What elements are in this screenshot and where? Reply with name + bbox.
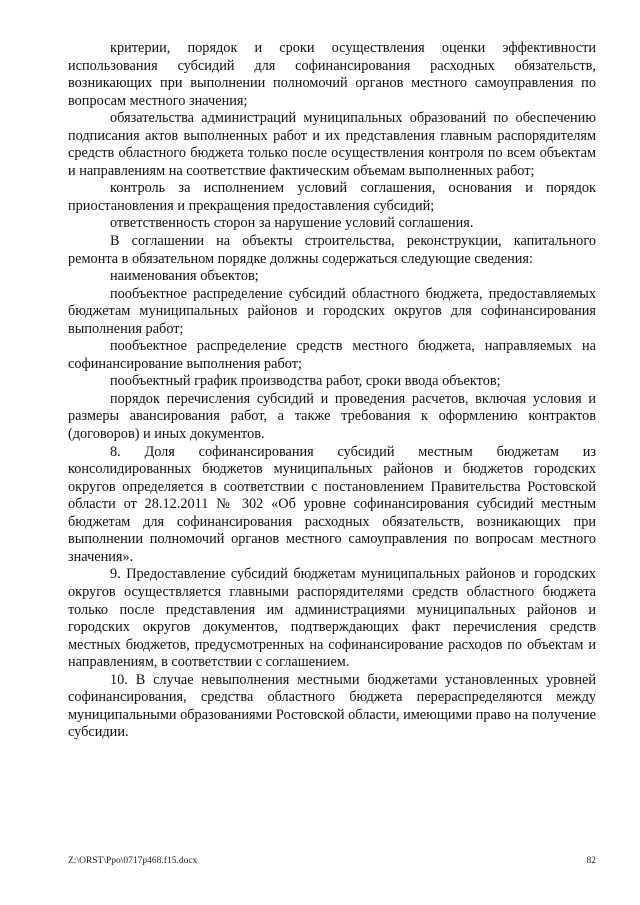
paragraph-construction-agreement: В соглашении на объекты строительства, реконструкции, капитального ремонта в обязательном порядке должны содержаться следующие сведения: xyxy=(68,233,596,267)
paragraph-work-schedule: пообъектный график производства работ, сроки ввода объектов; xyxy=(110,373,501,390)
paragraph-regional-subsidy-distribution: пообъектное распределение субсидий областного бюджета, предоставляемых бюджетам муниципальных районов и городских округов для софинансирования выполнения работ; xyxy=(68,285,596,337)
footer-page-number: 82 xyxy=(586,856,596,866)
document-body xyxy=(68,40,596,742)
paragraph-item-9: 9. Предоставление субсидий бюджетам муниципальных районов и городских округов осуществляется главными распорядителями средств областного бюджета только после представления им администрациями муниципальных районов и городских округов документов, подтверждающих факт перечисления средств местных бюджетов, предусмотренных на софинансирование расходов по объектам и направлениям, в соответствии с соглашением. xyxy=(68,566,596,671)
paragraph-item-8: 8. Доля софинансирования субсидий местным бюджетам из консолидированных бюджетов муниципальных районов и бюджетов городских округов определяется в соответствии с постановлением Правительства Ростовской области от 28.12.2011 № 302 «Об уровне софинансирования субсидий местным бюджетам для софинансирования расходных обязательств, возникающих при выполнении полномочий органов местного самоуправления по вопросам местного значения». xyxy=(68,443,596,565)
paragraph-object-names: наименования объектов; xyxy=(110,268,259,285)
paragraph-administration-obligations: обязательства администраций муниципальных образований по обеспечению подписания актов выполненных работ и их представления главным распорядителям средств областного бюджета только после осуществления контроля по всем объектам и направлениям на соответствие фактическим объемам выполненных работ; xyxy=(68,110,596,179)
paragraph-local-budget-distribution: пообъектное распределение средств местного бюджета, направляемых на софинансирование выполнения работ; xyxy=(68,338,596,372)
paragraph-item-10: 10. В случае невыполнения местными бюджетами установленных уровней софинансирования, средства областного бюджета перераспределяются между муниципальными образованиями Ростовской области, имеющими право на получение субсидии. xyxy=(68,671,596,741)
paragraph-party-responsibility: ответственность сторон за нарушение условий соглашения. xyxy=(110,215,474,232)
paragraph-transfer-procedure: порядок перечисления субсидий и проведения расчетов, включая условия и размеры авансирования работ, а также требования к оформлению контрактов (договоров) и иных документов. xyxy=(68,390,596,443)
paragraph-evaluation-criteria: критерии, порядок и сроки осуществления оценки эффективности использования субсидий для софинансирования расходных обязательств, возникающих при выполнении полномочий органов местного самоуправления по вопросам местного значения; xyxy=(68,40,596,109)
footer-file-path: Z:\ORST\Ppo\0717p468.f15.docx xyxy=(68,856,198,866)
paragraph-agreement-control: контроль за исполнением условий соглашения, основания и порядок приостановления и прекращения предоставления субсидий; xyxy=(68,180,596,214)
